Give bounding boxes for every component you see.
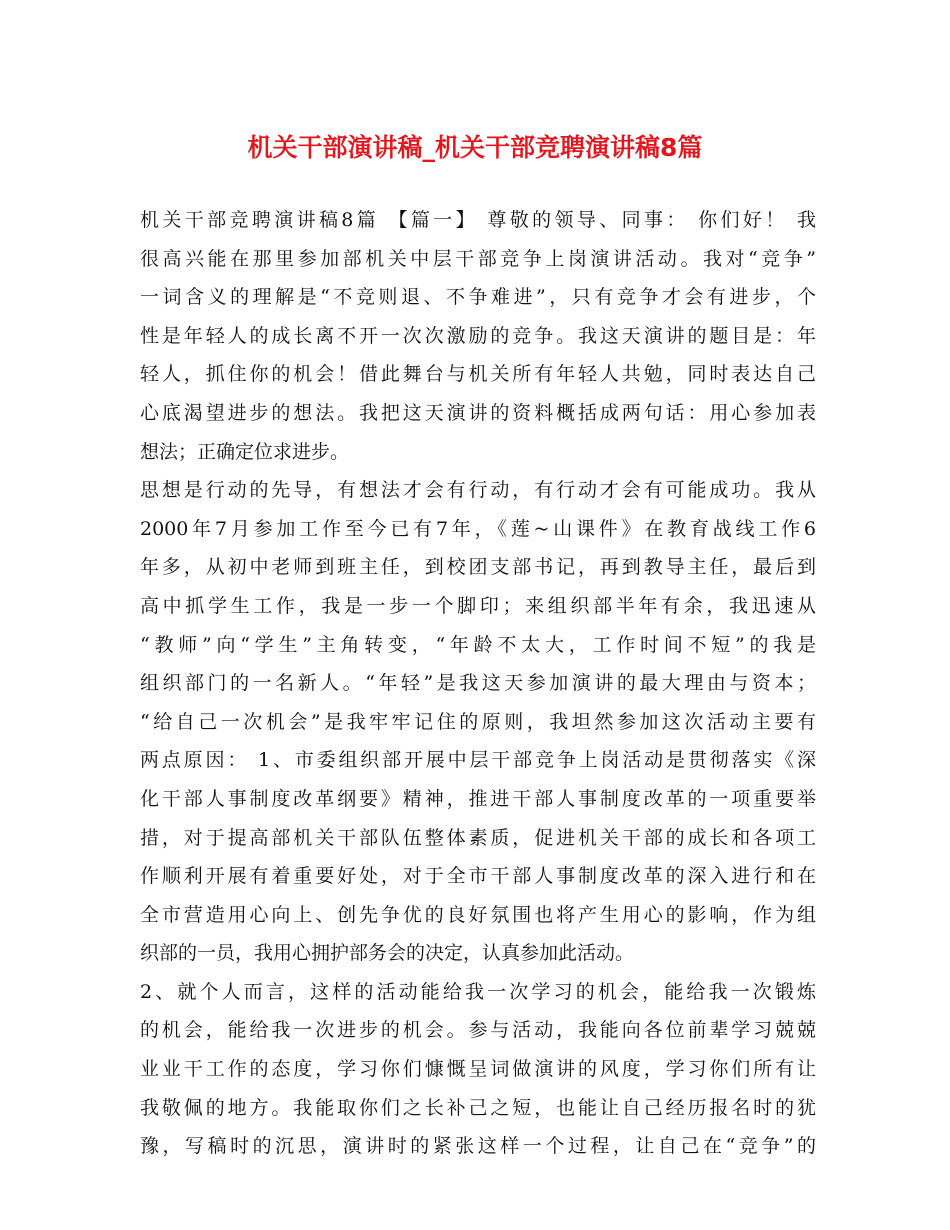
body-line: 性是年轻人的成长离不开一次次激励的竞争。我这天演讲的题目是：年 [140,324,816,347]
document-title: 机关干部演讲稿_机关干部竞聘演讲稿8篇 [247,133,703,162]
body-line: 措，对于提高部机关干部队伍整体素质，促进机关干部的成长和各项工 [140,826,816,849]
body-line: 的机会，能给我一次进步的机会。参与活动，我能向各位前辈学习兢兢 [140,1019,816,1042]
body-line: “给自己一次机会”是我牢牢记住的原则，我坦然参加这次活动主要有 [140,710,816,733]
body-line: 豫，写稿时的沉思，演讲时的紧张这样一个过程，让自己在“竞争”的 [140,1135,816,1158]
body-line: 织部的一员，我用心拥护部务会的决定，认真参加此活动。 [140,942,635,965]
body-line: 作顺利开展有着重要好处，对于全市干部人事制度改革的深入进行和在 [140,865,816,888]
body-line: 机关干部竞聘演讲稿8篇 【篇一】 尊敬的领导、同事： 你们好！ 我 [140,209,816,231]
body-line: 2、就个人而言，这样的活动能给我一次学习的机会，能给我一次锻炼 [140,980,816,1003]
body-line: “教师”向“学生”主角转变，“年龄不太大，工作时间不短”的我是 [140,633,816,656]
body-line: 思想是行动的先导，有想法才会有行动，有行动才会有可能成功。我从 [140,479,816,502]
body-line: 一词含义的理解是“不竞则退、不争难进”，只有竞争才会有进步，个 [140,286,816,309]
body-line: 想法；正确定位求进步。 [140,440,350,463]
body-line: 轻人，抓住你的机会！借此舞台与机关所有年轻人共勉，同时表达自己 [140,363,816,386]
body-line: 很高兴能在那里参加部机关中层干部竞争上岗演讲活动。我对“竞争” [140,247,816,270]
body-line: 心底渴望进步的想法。我把这天演讲的资料概括成两句话：用心参加表 [140,401,816,424]
document-body [140,201,816,1166]
body-line: 全市营造用心向上、创先争优的良好氛围也将产生用心的影响，作为组 [140,903,816,926]
body-line: 年多，从初中老师到班主任，到校团支部书记，再到教导主任，最后到 [140,556,816,579]
body-line: 高中抓学生工作，我是一步一个脚印；来组织部半年有余，我迅速从 [140,594,816,617]
body-line: 化干部人事制度改革纲要》精神，推进干部人事制度改革的一项重要举 [140,787,816,810]
body-line: 两点原因： 1、市委组织部开展中层干部竞争上岗活动是贯彻落实《深 [140,749,816,772]
body-line: 我敬佩的地方。我能取你们之长补己之短，也能让自己经历报名时的犹 [140,1096,816,1119]
body-line: 2000年7月参加工作至今已有7年，《莲~山课件》在教育战线工作6 [140,517,816,540]
body-line: 组织部门的一名新人。“年轻”是我这天参加演讲的最大理由与资本； [140,672,816,695]
body-line: 业业干工作的态度，学习你们慷慨呈词做演讲的风度，学习你们所有让 [140,1058,816,1081]
